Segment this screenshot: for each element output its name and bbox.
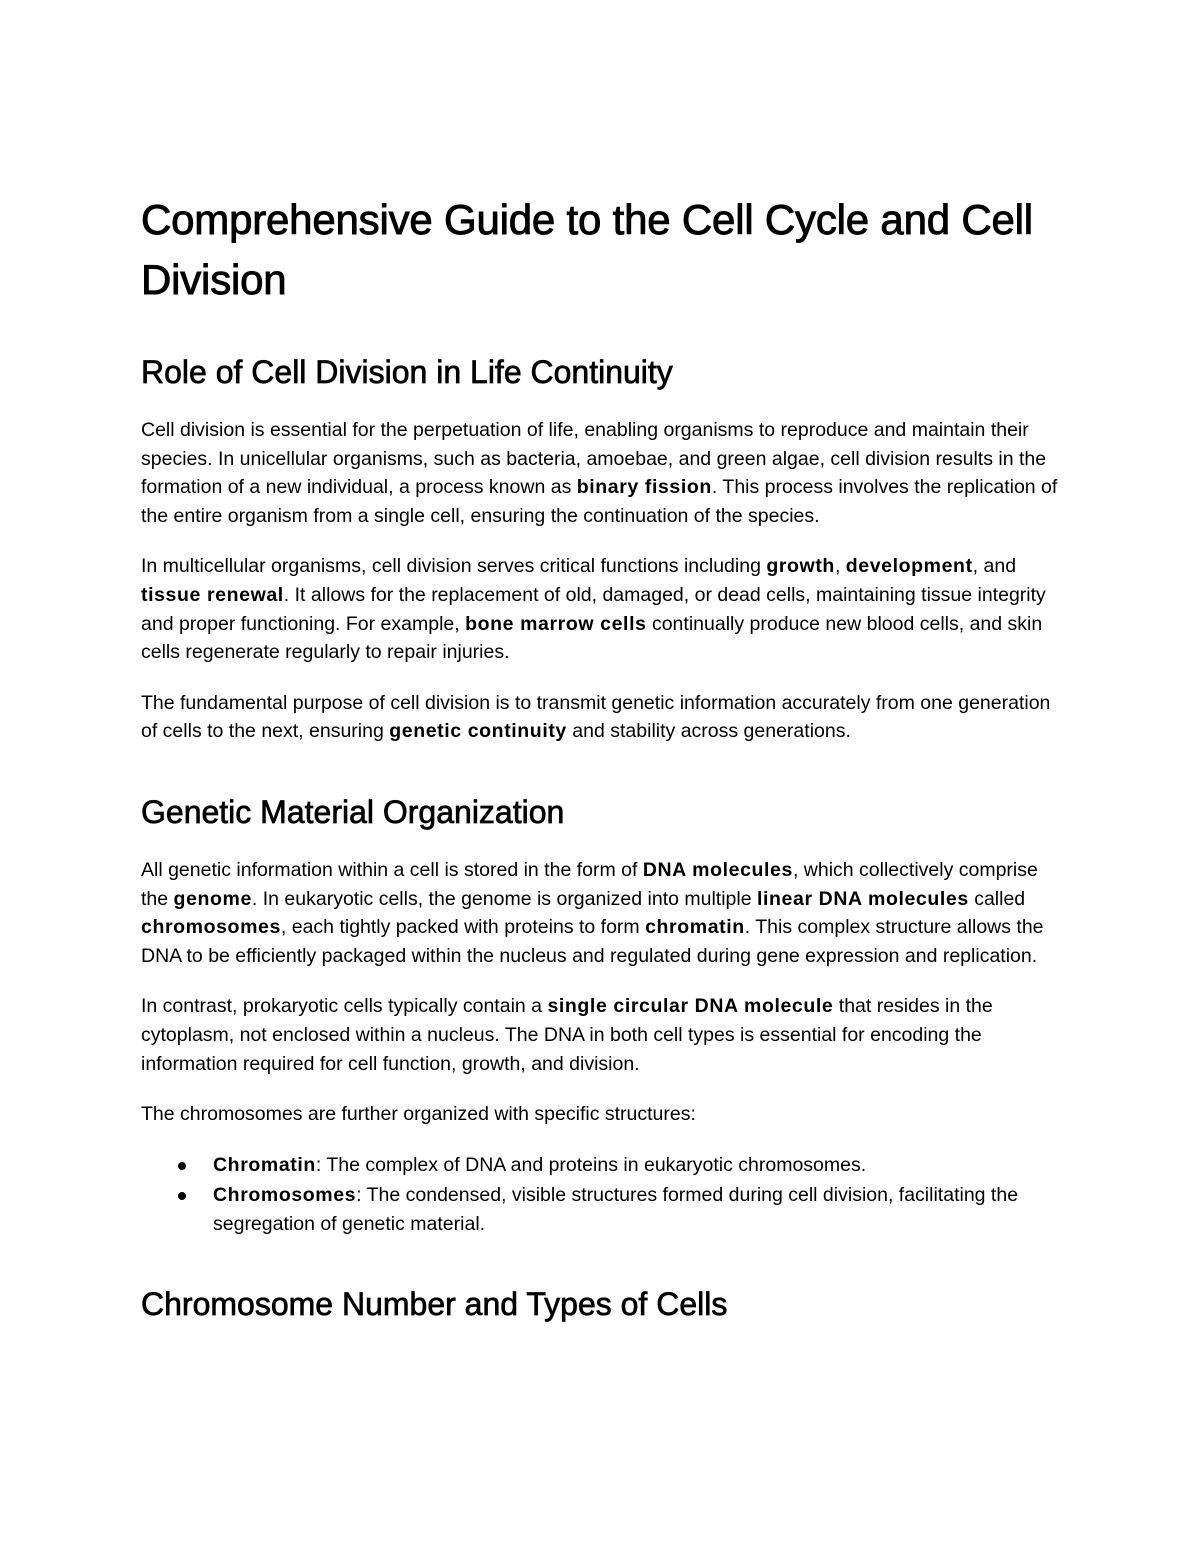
text-run: and stability across generations. xyxy=(566,720,851,743)
text-run: In multicellular organisms, cell division serves critical functions including xyxy=(141,555,767,578)
text-run: : The condensed, visible structures formed during cell division, facilitating the segregation of genetic material. xyxy=(213,1184,1019,1235)
paragraph xyxy=(141,1100,1066,1129)
document-page xyxy=(141,190,1066,1348)
text-run: The fundamental purpose of cell division is to transmit genetic information accurately from one generation of cells to the next, ensuring xyxy=(141,691,1051,743)
paragraph xyxy=(141,552,1066,666)
section-heading: Role of Cell Division in Life Continuity xyxy=(141,354,673,390)
text-run: , and xyxy=(972,555,1017,578)
section-heading: Chromosome Number and Types of Cells xyxy=(141,1286,728,1323)
text-run: that resides in the cytoplasm, not enclosed within a nucleus. The DNA in both cell types is essential for encoding the information required for cell function, growth, and division. xyxy=(141,995,993,1075)
paragraph xyxy=(141,856,1066,970)
bullet-list xyxy=(141,1151,1066,1239)
text-run: . This complex structure allows the DNA to be efficiently packaged within the nucleus and regulated during gene expression and replication. xyxy=(141,916,1044,967)
bold-term: Chromatin xyxy=(213,1153,316,1176)
text-run: Cell division is essential for the perpetuation of life, enabling organisms to reproduce and maintain their species. In unicellular organisms, such as bacteria, amoebae, and green algae, cell division results in the formation of a new individual, a process known as xyxy=(141,419,1047,499)
bold-term: genetic continuity xyxy=(389,720,567,743)
bold-term: growth xyxy=(766,555,835,578)
text-run: In contrast, prokaryotic cells typically contain a xyxy=(141,995,548,1018)
list-item xyxy=(141,1181,1066,1238)
paragraph xyxy=(141,992,1066,1078)
bold-term: bone marrow cells xyxy=(465,612,647,635)
list-item xyxy=(141,1151,1066,1180)
text-run: . This process involves the replication of the entire organism from a single cell, ensuring the continuation of the species. xyxy=(141,476,1058,527)
bold-term: linear DNA molecules xyxy=(757,887,969,910)
bold-term: development xyxy=(845,555,973,578)
text-run: , each tightly packed with proteins to form xyxy=(280,916,646,939)
bold-term: chromosomes xyxy=(141,916,281,939)
bold-term: genome xyxy=(173,887,252,910)
bullet-icon xyxy=(178,1162,186,1170)
bold-term: tissue renewal xyxy=(141,583,284,606)
text-run: called xyxy=(968,887,1026,910)
text-run: All genetic information within a cell is stored in the form of xyxy=(141,858,643,881)
bold-term: Chromosomes xyxy=(213,1184,357,1207)
paragraph xyxy=(141,689,1066,746)
bold-term: binary fission xyxy=(576,476,712,499)
document-title: Comprehensive Guide to the Cell Cycle and Cell Division xyxy=(141,196,1033,303)
bold-term: DNA molecules xyxy=(642,858,793,881)
section-heading: Genetic Material Organization xyxy=(141,793,565,830)
text-run: , xyxy=(834,555,846,578)
bold-term: chromatin xyxy=(645,916,745,939)
paragraph xyxy=(141,416,1066,530)
text-run: . It allows for the replacement of old, damaged, or dead cells, maintaining tissue integrity and proper functioning. For example, xyxy=(141,583,1046,635)
document-body xyxy=(141,352,1066,1324)
text-run: . In eukaryotic cells, the genome is organized into multiple xyxy=(251,887,758,910)
bullet-icon xyxy=(178,1192,186,1200)
text-run: , which collectively comprise the xyxy=(141,858,1038,910)
bold-term: single circular DNA molecule xyxy=(547,995,834,1018)
text-run: continually produce new blood cells, and skin cells regenerate regularly to repair injuries. xyxy=(141,612,1043,664)
text-run: : The complex of DNA and proteins in eukaryotic chromosomes. xyxy=(315,1153,867,1176)
text-run: The chromosomes are further organized with specific structures: xyxy=(141,1103,696,1126)
